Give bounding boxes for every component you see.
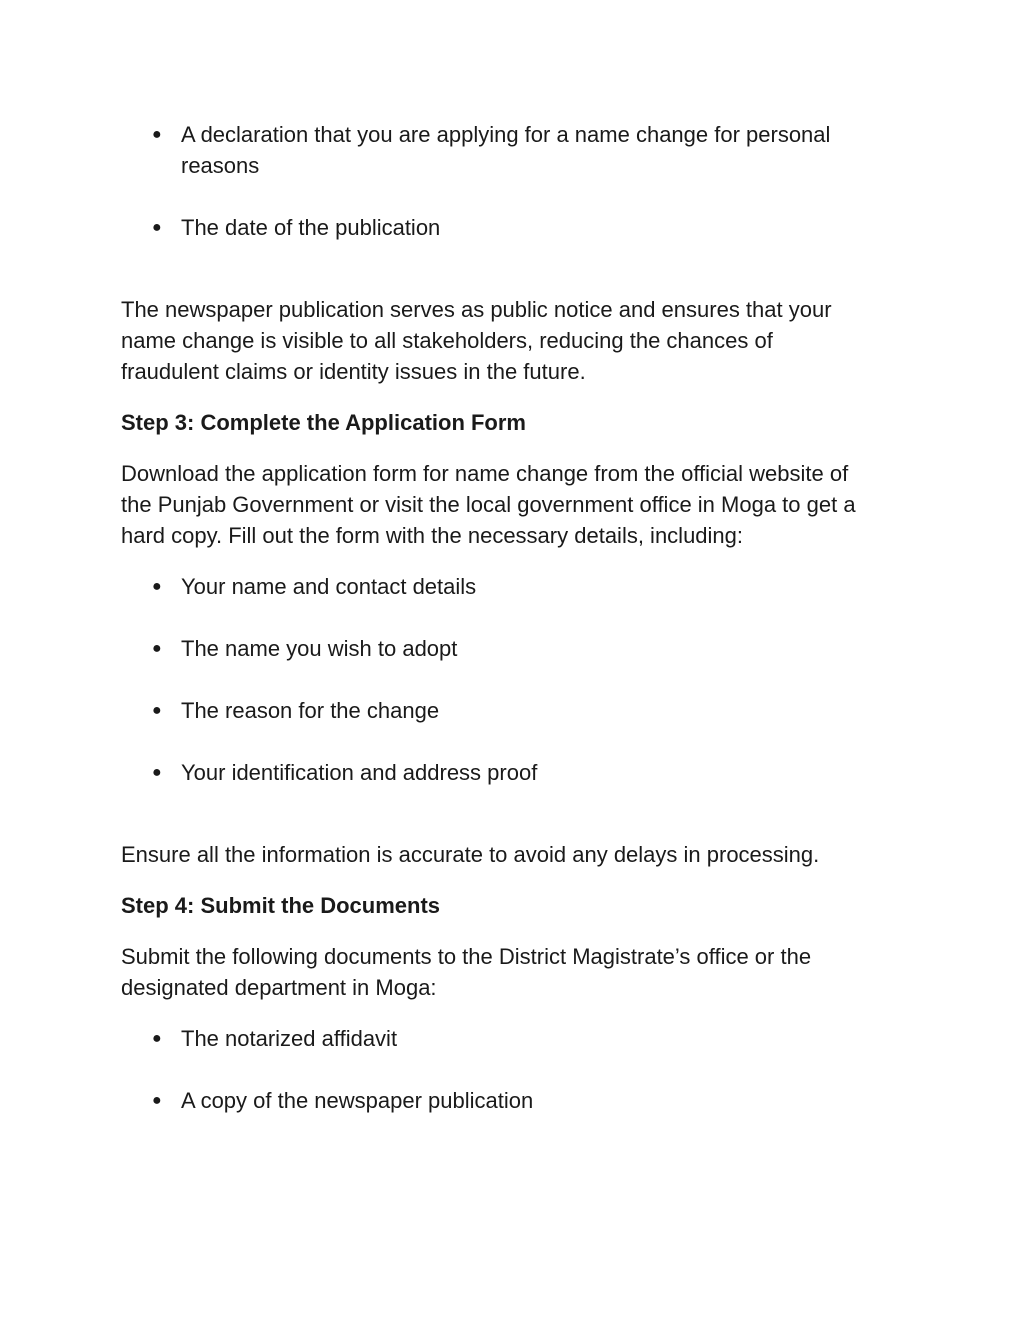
section-heading: Step 3: Complete the Application Form (121, 410, 526, 435)
bullet-icon: ● (152, 640, 162, 657)
bullet-icon: ● (152, 126, 162, 143)
paragraph-line: Ensure all the information is accurate to avoid any delays in processing. (121, 842, 820, 867)
list-item-text: The notarized affidavit (181, 1026, 398, 1051)
list-item-text: A copy of the newspaper publication (181, 1088, 534, 1113)
section-heading: Step 4: Submit the Documents (121, 893, 441, 918)
list-item-text: Your name and contact details (181, 574, 477, 599)
paragraph-line: Download the application form for name change from the official website of (121, 461, 849, 486)
bullet-icon: ● (152, 702, 162, 719)
paragraph-line: name change is visible to all stakeholders, reducing the chances of (121, 328, 773, 353)
paragraph-line: The newspaper publication serves as public notice and ensures that your (121, 297, 832, 322)
bullet-icon: ● (152, 578, 162, 595)
paragraph-line: the Punjab Government or visit the local government office in Moga to get a (121, 492, 856, 517)
list-item-text: The reason for the change (181, 698, 440, 723)
paragraph-line: designated department in Moga: (121, 975, 437, 1000)
list-item-continuation: reasons (181, 153, 260, 178)
bullet-icon: ● (152, 219, 162, 236)
paragraph-line: fraudulent claims or identity issues in the future. (121, 359, 586, 384)
list-item-text: A declaration that you are applying for a name change for personal (181, 122, 831, 147)
bullet-icon: ● (152, 1092, 162, 1109)
paragraph-line: hard copy. Fill out the form with the necessary details, including: (121, 523, 744, 548)
bullet-icon: ● (152, 1030, 162, 1047)
list-item-text: The name you wish to adopt (181, 636, 458, 661)
paragraph-line: Submit the following documents to the District Magistrate’s office or the (121, 944, 812, 969)
list-item-text: The date of the publication (181, 215, 441, 240)
bullet-icon: ● (152, 764, 162, 781)
list-item-text: Your identification and address proof (181, 760, 538, 785)
